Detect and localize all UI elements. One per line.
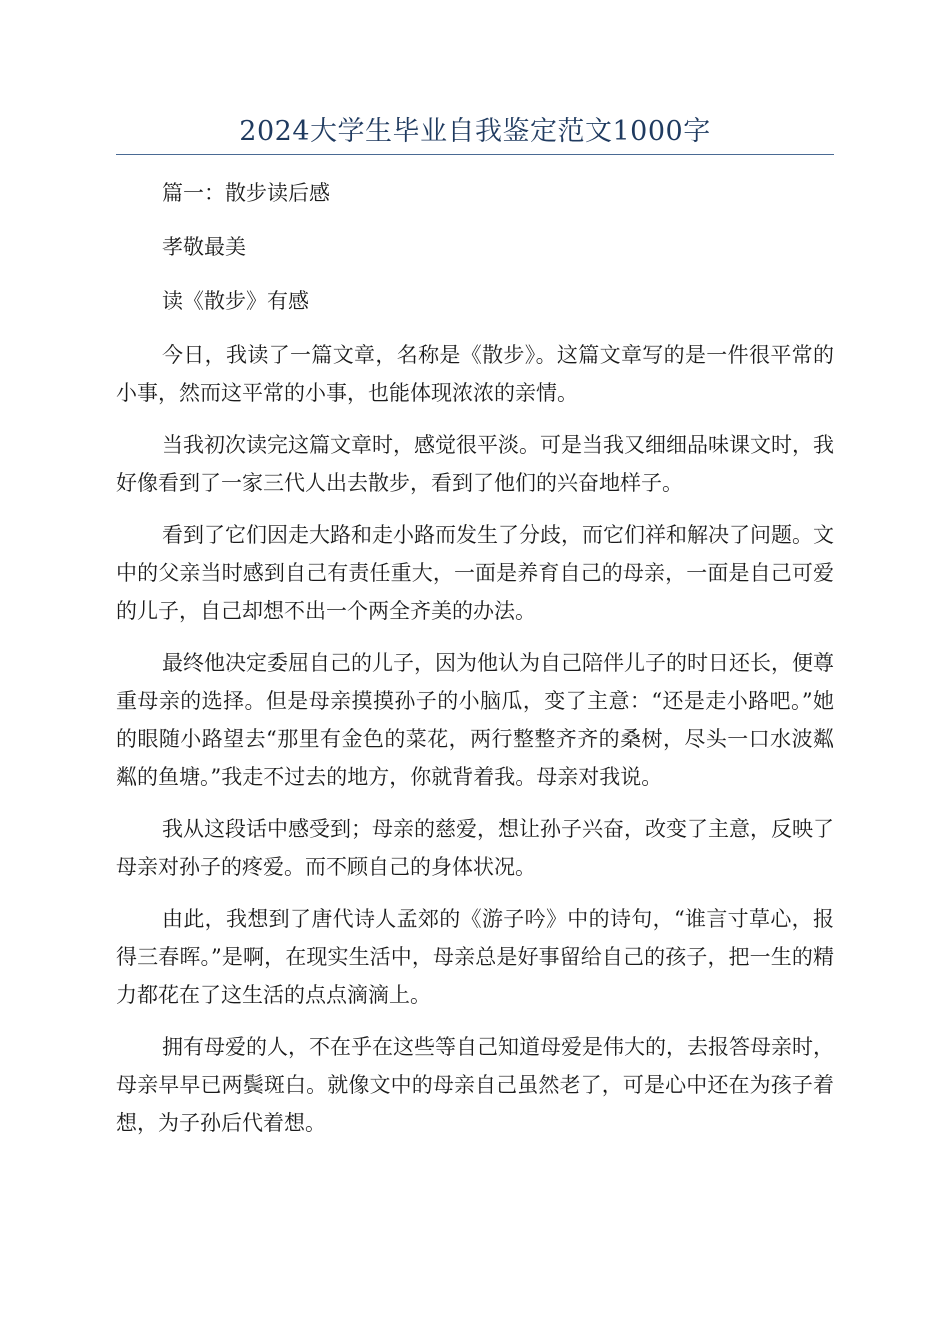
title-divider xyxy=(116,154,834,155)
document-title: 2024大学生毕业自我鉴定范文1000字 xyxy=(239,116,711,147)
body-paragraph: 拥有母爱的人，不在乎在这些等自己知道母爱是伟大的，去报答母亲时，母亲早早已两鬓斑白。就像文中的母亲自己虽然老了，可是心中还在为孩子着想，为子孙后代着想。 xyxy=(116,1035,834,1135)
body-paragraph: 由此，我想到了唐代诗人孟郊的《游子吟》中的诗句，“谁言寸草心，报得三春晖。”是啊，在现实生活中，母亲总是好事留给自己的孩子，把一生的精力都花在了这生活的点点滴滴上。 xyxy=(116,907,834,1007)
subtitle-line: 孝敬最美 xyxy=(162,235,246,259)
document-body xyxy=(116,174,834,1156)
section-heading: 篇一：散步读后感 xyxy=(162,181,330,205)
body-paragraph: 今日，我读了一篇文章，名称是《散步》。这篇文章写的是一件很平常的小事，然而这平常的小事，也能体现浓浓的亲情。 xyxy=(116,343,834,405)
body-paragraph: 当我初次读完这篇文章时，感觉很平淡。可是当我又细细品味课文时，我好像看到了一家三代人出去散步，看到了他们的兴奋地样子。 xyxy=(116,433,834,495)
body-paragraph: 最终他决定委屈自己的儿子，因为他认为自己陪伴儿子的时日还长，便尊重母亲的选择。但是母亲摸摸孙子的小脑瓜，变了主意：“还是走小路吧。”她的眼随小路望去“那里有金色的菜花，两行整整齐齐的桑树，尽头一口水波粼粼的鱼塘。”我走不过去的地方，你就背着我。母亲对我说。 xyxy=(116,651,834,789)
body-paragraph: 看到了它们因走大路和走小路而发生了分歧，而它们祥和解决了问题。文中的父亲当时感到自己有责任重大，一面是养育自己的母亲，一面是自己可爱的儿子，自己却想不出一个两全齐美的办法。 xyxy=(116,523,834,623)
subtitle-line: 读《散步》有感 xyxy=(162,289,309,313)
body-paragraph: 我从这段话中感受到；母亲的慈爱，想让孙子兴奋，改变了主意，反映了母亲对孙子的疼爱。而不顾自己的身体状况。 xyxy=(116,817,834,879)
